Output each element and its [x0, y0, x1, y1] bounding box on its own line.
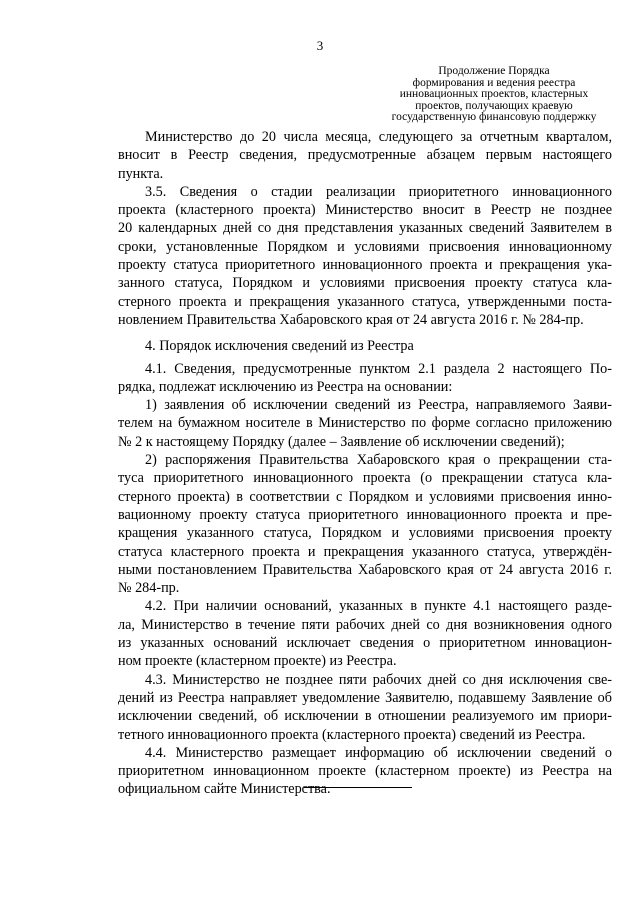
text-line: дений из Реестра направляет уведомление Заявителю, подавшему Заявление об	[118, 689, 612, 706]
end-rule	[304, 787, 412, 788]
continuation-header-line: государственную финансовую поддержку	[391, 111, 597, 124]
text-line: ла, Министерство в течение пяти рабочих дней со дня возникновения одного	[118, 616, 612, 633]
text-line: рядка, подлежат исключению из Реестра на основании:	[118, 378, 453, 395]
text-line: туса приоритетного инновационного проекта (о прекращении статуса кла-	[118, 470, 612, 487]
paragraph-4-3	[118, 671, 612, 744]
text-line: пункта.	[118, 165, 164, 182]
text-line: стерного проекта и прекращения указанного статуса, утвержденными поста-	[118, 293, 612, 310]
document-body	[118, 128, 612, 799]
text-line: ными постановлением Правительства Хабаровского края от 24 августа 2016 г.	[118, 561, 612, 578]
text-line: стерного проекта) в соответствии с Порядком и условиями присвоения инно-	[118, 488, 612, 505]
page-number: 3	[316, 38, 324, 53]
continuation-header-line: формирования и ведения реестра	[412, 76, 576, 89]
text-line: проекта (кластерного проекта) Министерство вносит в Реестр не позднее	[118, 202, 612, 219]
text-line: 20 календарных дней со дня представления указанных сведений Заявителем в	[118, 220, 612, 237]
text-line: занного статуса, Порядком и условиями присвоения проекту статуса кла-	[118, 275, 612, 292]
text-line: № 2 к настоящему Порядку (далее – Заявление об исключении сведений);	[118, 433, 565, 450]
paragraph-4-1-item-1	[118, 396, 612, 451]
text-line: 4.3. Министерство не позднее пяти рабочих дней со дня исключения све-	[145, 671, 612, 688]
text-line: № 284-пр.	[118, 580, 180, 597]
text-line: кращения указанного статуса, Порядком и условиями присвоения проекту	[118, 525, 612, 542]
text-line: вационному проекту статуса приоритетного инновационного проекта и пре-	[118, 506, 612, 523]
section-heading-4	[118, 337, 612, 355]
text-line: новлением Правительства Хабаровского края от 24 августа 2016 г. № 284-пр.	[118, 311, 584, 328]
paragraph-4-1-item-2	[118, 451, 612, 597]
text-line: приоритетном инновационном проекте (кластерном проекте) из Реестра на	[118, 763, 612, 780]
text-line: телем на бумажном носителе в Министерство по форме согласно приложению	[118, 415, 612, 432]
text-line: 4. Порядок исключения сведений из Реестра	[145, 338, 414, 355]
continuation-header-line: инновационных проектов, кластерных	[399, 88, 589, 101]
text-line: из указанных оснований исключает сведения о приоритетном инновацион-	[118, 635, 612, 652]
continuation-header-line: Продолжение Порядка	[438, 65, 550, 77]
text-line: 1) заявления об исключении сведений из Реестра, направляемого Заяви-	[145, 397, 612, 414]
text-line: ном проекте (кластерном проекте) из Реестра.	[118, 653, 397, 670]
text-line: вносит в Реестр сведения, предусмотренные абзацем первым настоящего	[118, 147, 612, 164]
text-line: Министерство до 20 числа месяца, следующего за отчетным кварталом,	[145, 129, 612, 145]
text-line: исключении сведений, об исключении в отношении реализуемого им приори-	[118, 708, 612, 725]
text-line: 3.5. Сведения о стадии реализации приоритетного инновационного	[145, 183, 612, 200]
text-line: проекту статуса приоритетного инновационного проекта и прекращения ука-	[118, 257, 612, 274]
text-line: 4.4. Министерство размещает информацию об исключении сведений о	[145, 744, 612, 761]
paragraph-continued	[118, 128, 612, 183]
text-line: 4.1. Сведения, предусмотренные пунктом 2.1 раздела 2 настоящего По-	[145, 360, 612, 377]
text-line: официальном сайте Министерства.	[118, 781, 331, 798]
text-line: 4.2. При наличии оснований, указанных в пункте 4.1 настоящего разде-	[145, 598, 612, 615]
text-line: статуса кластерного проекта и прекращения указанного статуса, утверждён-	[118, 543, 612, 560]
continuation-header	[376, 66, 612, 124]
paragraph-4-4	[118, 744, 612, 799]
text-line: тетного инновационного проекта (кластерного проекта) сведений из Реестра.	[118, 726, 586, 743]
paragraph-3-5	[118, 183, 612, 329]
text-line: 2) распоряжения Правительства Хабаровского края о прекращении ста-	[145, 452, 612, 469]
continuation-header-line: проектов, получающих краевую	[415, 99, 573, 112]
paragraph-4-2	[118, 597, 612, 670]
text-line: сроки, установленные Порядком и условиями присвоения инновационному	[118, 238, 612, 255]
paragraph-4-1	[118, 360, 612, 397]
